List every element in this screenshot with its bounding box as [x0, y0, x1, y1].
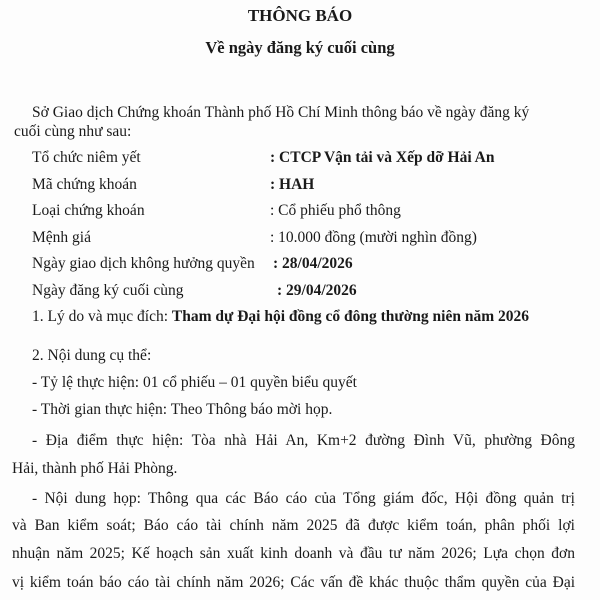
field-label: Tổ chức niêm yết [32, 149, 141, 166]
field-label: Loại chứng khoán [32, 202, 145, 219]
list-item: - Nội dung họp: Thông qua các Báo cáo của Tổng giám đốc, Hội đồng quản trị [32, 490, 575, 507]
list-item: - Thời gian thực hiện: Theo Thông báo mời họp. [32, 401, 333, 418]
field-label: Ngày đăng ký cuối cùng [32, 282, 184, 299]
list-item-continued: và Ban kiểm soát; Báo cáo tài chính năm 2025 đã được kiểm toán, phân phối lợi [12, 517, 575, 534]
document-subtitle: Về ngày đăng ký cuối cùng [205, 38, 395, 57]
list-item-continued: vị kiểm toán báo cáo tài chính năm 2026; Các vấn đề khác thuộc thẩm quyền của Đại [12, 574, 575, 591]
intro-line: cuối cùng như sau: [14, 123, 132, 140]
list-item-continued: nhuận năm 2025; Kế hoạch sản xuất kinh doanh và đầu tư năm 2026; Lựa chọn đơn [12, 545, 575, 562]
section-1-prefix: 1. Lý do và mục đích: [32, 308, 172, 325]
list-item: - Địa điểm thực hiện: Tòa nhà Hải An, Km+2 đường Đình Vũ, phường Đông [32, 432, 575, 449]
document-title: THÔNG BÁO [247, 6, 353, 25]
list-item: - Tỷ lệ thực hiện: 01 cổ phiếu – 01 quyền biểu quyết [32, 374, 357, 391]
section-2-heading: 2. Nội dung cụ thể: [32, 347, 152, 364]
field-value: : 28/04/2026 [273, 255, 353, 272]
field-value: : CTCP Vận tải và Xếp dỡ Hải An [270, 149, 495, 166]
field-label: Mệnh giá [32, 229, 91, 246]
field-value: : Cổ phiếu phổ thông [270, 202, 401, 219]
field-value: : 29/04/2026 [277, 282, 357, 299]
section-1-text: Tham dự Đại hội đồng cổ đông thường niên năm 2026 [171, 308, 529, 325]
field-value: : HAH [270, 176, 315, 193]
field-label: Mã chứng khoán [32, 176, 137, 193]
intro-line: Sở Giao dịch Chứng khoán Thành phố Hồ Chí Minh thông báo về ngày đăng ký [32, 104, 530, 121]
list-item-continued: Hải, thành phố Hải Phòng. [12, 460, 178, 477]
field-label: Ngày giao dịch không hưởng quyền [32, 255, 255, 272]
field-value: : 10.000 đồng (mười nghìn đồng) [270, 229, 477, 246]
section-1 [32, 307, 529, 327]
